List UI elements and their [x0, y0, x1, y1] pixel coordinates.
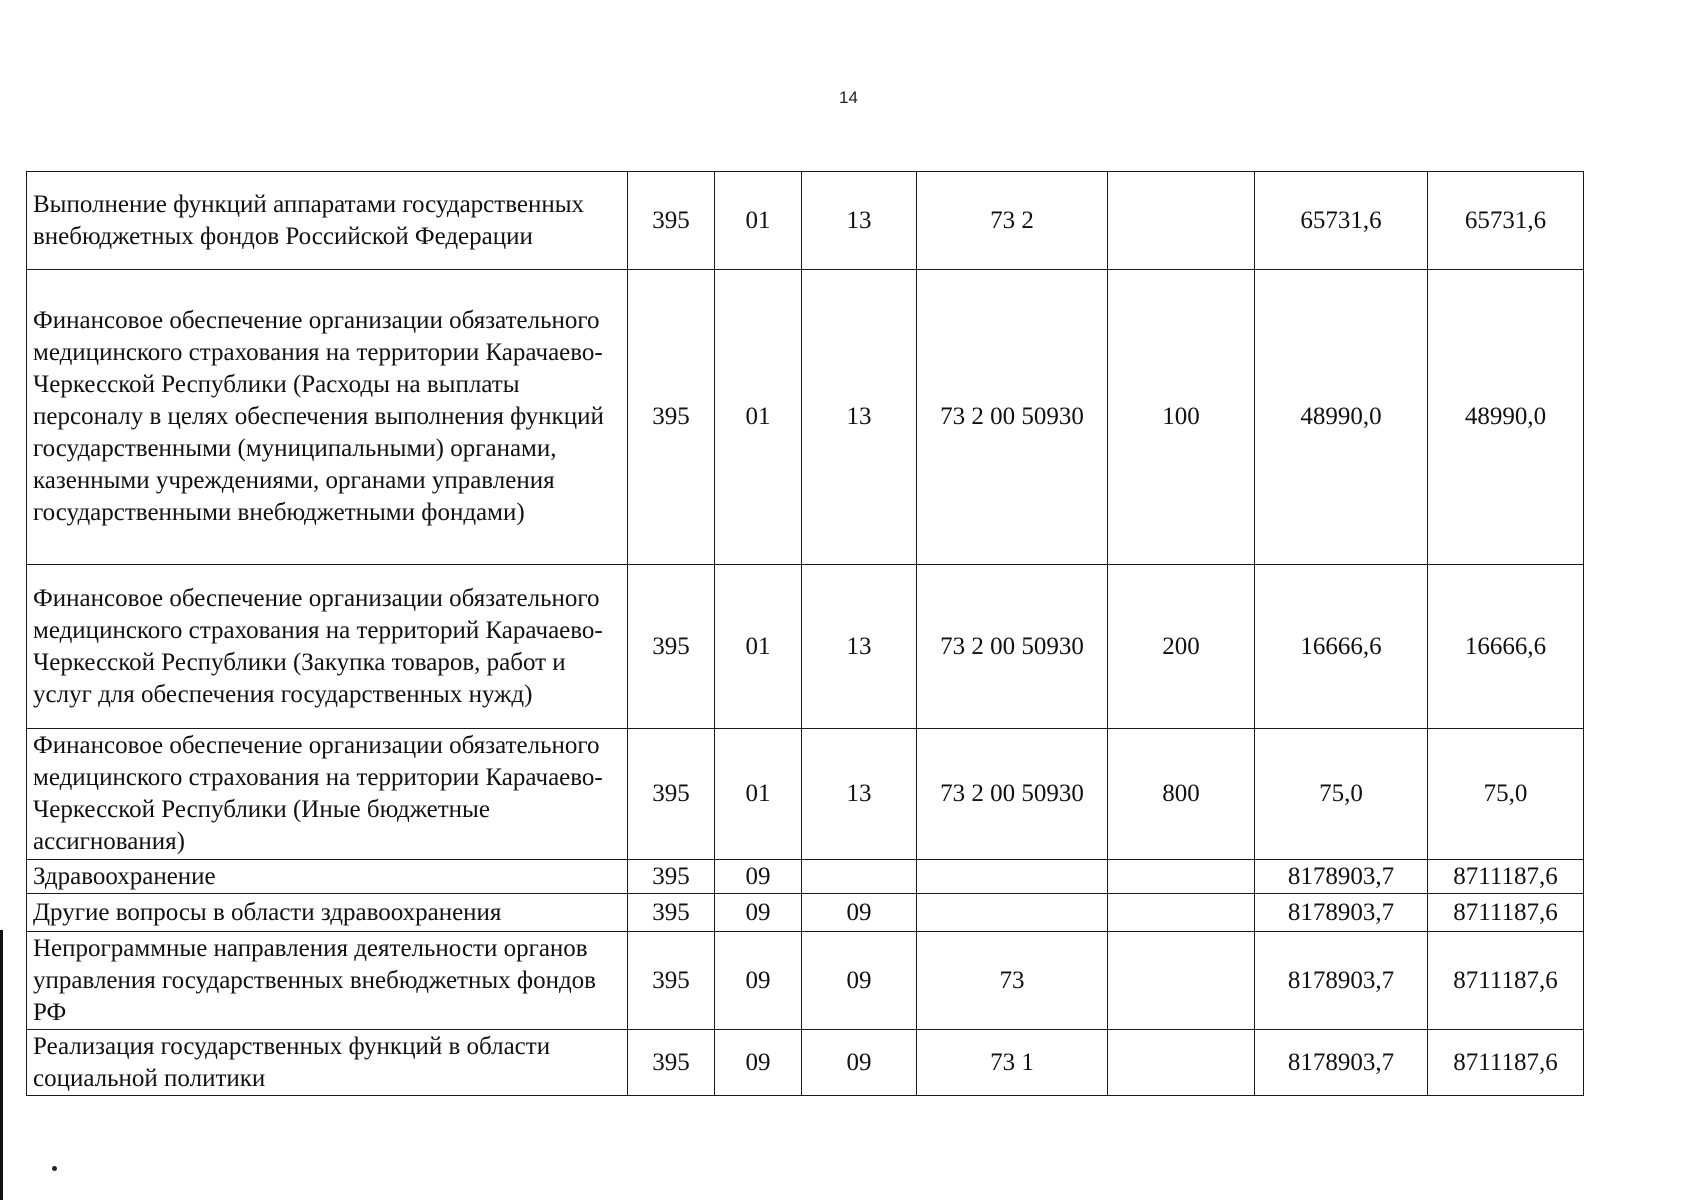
- row-name: Финансовое обеспечение организации обязательного медицинского страхования на территории Карачаево-Черкесской Республики (Иные бюджетные ассигнования): [27, 729, 628, 860]
- row-csr: 73: [917, 932, 1108, 1030]
- table-row: [27, 172, 1584, 270]
- row-name: Выполнение функций аппаратами государственных внебюджетных фондов Российской Федерации: [27, 172, 628, 270]
- table-row: [27, 270, 1584, 565]
- budget-table: [26, 171, 1584, 1096]
- row-csr: 73 1: [917, 1030, 1108, 1096]
- row-sum-1: 8178903,7: [1255, 894, 1428, 932]
- scan-margin-line: [0, 930, 3, 1200]
- row-ved: 395: [628, 172, 715, 270]
- row-pr: 13: [802, 172, 917, 270]
- row-ved: 395: [628, 729, 715, 860]
- row-csr: [917, 860, 1108, 894]
- row-sum-2: 8711187,6: [1428, 894, 1584, 932]
- row-rz: 09: [715, 860, 802, 894]
- row-sum-2: 65731,6: [1428, 172, 1584, 270]
- table-row: [27, 894, 1584, 932]
- row-ved: 395: [628, 270, 715, 565]
- row-ved: 395: [628, 932, 715, 1030]
- row-vr: [1108, 860, 1255, 894]
- row-pr: 09: [802, 1030, 917, 1096]
- row-rz: 09: [715, 1030, 802, 1096]
- row-sum-1: 75,0: [1255, 729, 1428, 860]
- row-pr: 09: [802, 894, 917, 932]
- row-vr: [1108, 894, 1255, 932]
- row-pr: [802, 860, 917, 894]
- table-row: [27, 565, 1584, 729]
- row-name: Здравоохранение: [27, 860, 628, 894]
- row-name: Другие вопросы в области здравоохранения: [27, 894, 628, 932]
- row-vr: [1108, 1030, 1255, 1096]
- row-csr: 73 2 00 50930: [917, 565, 1108, 729]
- row-vr: 100: [1108, 270, 1255, 565]
- row-sum-1: 48990,0: [1255, 270, 1428, 565]
- row-sum-1: 8178903,7: [1255, 932, 1428, 1030]
- scan-dot: [52, 1166, 57, 1171]
- row-rz: 09: [715, 932, 802, 1030]
- row-vr: [1108, 172, 1255, 270]
- row-ved: 395: [628, 894, 715, 932]
- row-sum-2: 8711187,6: [1428, 932, 1584, 1030]
- row-rz: 01: [715, 172, 802, 270]
- row-csr: [917, 894, 1108, 932]
- table-row: [27, 932, 1584, 1030]
- row-vr: 200: [1108, 565, 1255, 729]
- row-sum-2: 8711187,6: [1428, 1030, 1584, 1096]
- table-row: [27, 860, 1584, 894]
- row-sum-1: 8178903,7: [1255, 1030, 1428, 1096]
- row-vr: [1108, 932, 1255, 1030]
- row-pr: 13: [802, 729, 917, 860]
- row-ved: 395: [628, 565, 715, 729]
- row-name: Финансовое обеспечение организации обязательного медицинского страхования на территории Карачаево-Черкесской Республики (Расходы на выплаты персоналу в целях обеспечения выполнения функций государственными (муниципальными) органами, казенными учреждениями, органами управления государственными внебюджетными фондами): [27, 270, 628, 565]
- page-number: 14: [839, 88, 858, 107]
- table-row: [27, 1030, 1584, 1096]
- row-csr: 73 2: [917, 172, 1108, 270]
- row-name: Реализация государственных функций в области социальной политики: [27, 1030, 628, 1096]
- row-pr: 13: [802, 565, 917, 729]
- row-name: Непрограммные направления деятельности органов управления государственных внебюджетных фондов РФ: [27, 932, 628, 1030]
- row-sum-1: 8178903,7: [1255, 860, 1428, 894]
- row-ved: 395: [628, 860, 715, 894]
- row-rz: 09: [715, 894, 802, 932]
- row-rz: 01: [715, 270, 802, 565]
- row-rz: 01: [715, 729, 802, 860]
- row-sum-2: 8711187,6: [1428, 860, 1584, 894]
- table-row: [27, 729, 1584, 860]
- row-sum-2: 75,0: [1428, 729, 1584, 860]
- row-csr: 73 2 00 50930: [917, 270, 1108, 565]
- row-sum-2: 16666,6: [1428, 565, 1584, 729]
- row-pr: 09: [802, 932, 917, 1030]
- row-rz: 01: [715, 565, 802, 729]
- row-sum-2: 48990,0: [1428, 270, 1584, 565]
- row-vr: 800: [1108, 729, 1255, 860]
- row-ved: 395: [628, 1030, 715, 1096]
- row-sum-1: 16666,6: [1255, 565, 1428, 729]
- row-pr: 13: [802, 270, 917, 565]
- row-name: Финансовое обеспечение организации обязательного медицинского страхования на территорий Карачаево-Черкесской Республики (Закупка товаров, работ и услуг для обеспечения государственных нужд): [27, 565, 628, 729]
- row-csr: 73 2 00 50930: [917, 729, 1108, 860]
- row-sum-1: 65731,6: [1255, 172, 1428, 270]
